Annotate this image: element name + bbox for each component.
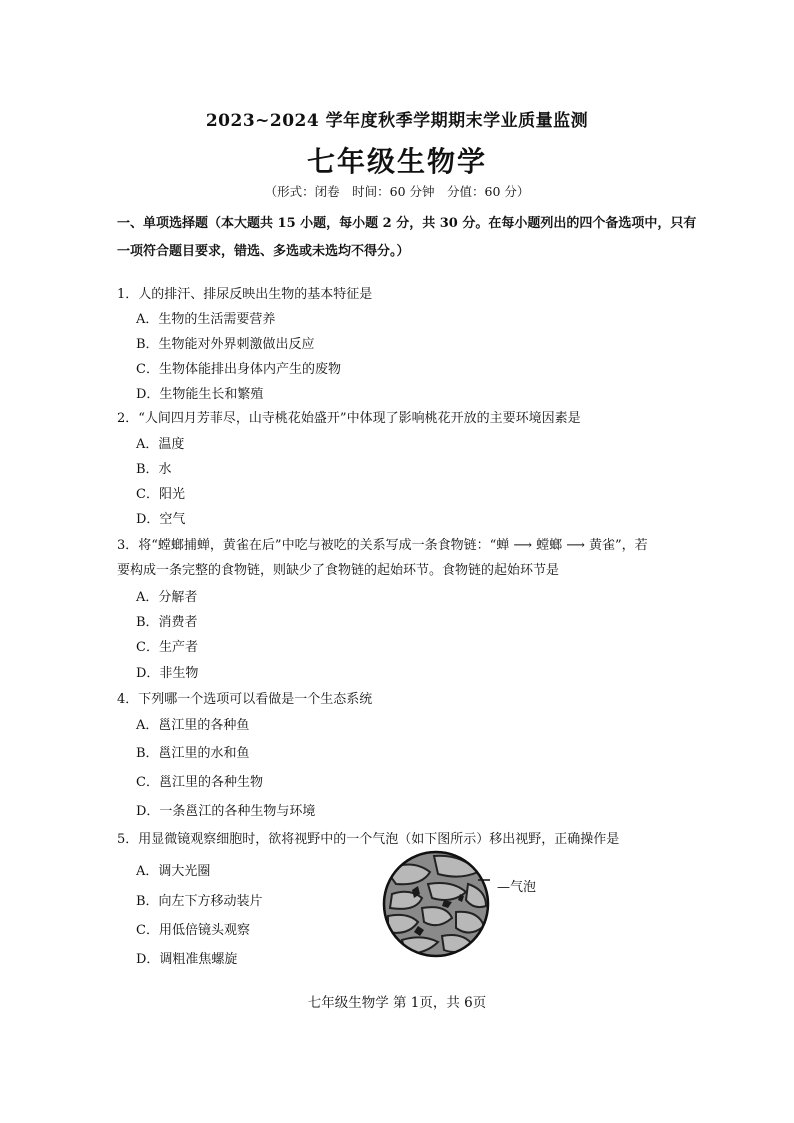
exam-title: 2023~2024 学年度秋季学期期末学业质量监测: [205, 111, 589, 131]
question-1-option-c: C．生物体能排出身体内产生的废物: [136, 362, 341, 377]
bubble-label: —气泡: [497, 880, 537, 895]
question-1-option-d: D．生物能生长和繁殖: [136, 387, 264, 402]
question-3-option-c: C．生产者: [136, 640, 198, 655]
question-1-option-a: A．生物的生活需要营养: [136, 312, 276, 327]
question-2-option-c: C．阳光: [136, 487, 185, 502]
question-2-option-d: D．空气: [136, 512, 186, 527]
question-4-option-a: A．邕江里的各种鱼: [136, 718, 250, 733]
question-2-option-a: A．温度: [136, 437, 185, 452]
question-4-stem: 4．下列哪一个选项可以看做是一个生态系统: [117, 692, 373, 707]
question-5-option-a: A．调大光圈: [136, 864, 211, 879]
question-1-option-b: B．生物能对外界刺激做出反应: [136, 337, 315, 352]
subject-title: 七年级生物学: [306, 145, 487, 178]
question-3-stem-line-1: 3．将“螳螂捕蝉，黄雀在后”中吃与被吃的关系写成一条食物链：“蝉 ⟶ 螳螂 ⟶ 黄雀”，若: [117, 538, 648, 553]
question-1-stem: 1．人的排汗、排尿反映出生物的基本特征是: [117, 287, 373, 302]
question-3-stem-line-2: 要构成一条完整的食物链，则缺少了食物链的起始环节。食物链的起始环节是: [117, 563, 560, 578]
page-footer: 七年级生物学 第 1页，共 6页: [307, 995, 487, 1011]
section-instructions-line-1: 一、单项选择题（本大题共 15 小题，每小题 2 分，共 30 分。在每小题列出的四个备选项中，只有: [117, 216, 697, 231]
section-instructions-line-2: 一项符合题目要求，错选、多选或未选均不得分。）: [117, 244, 410, 259]
question-2-stem: 2．“人间四月芳菲尽，山寺桃花始盛开”中体现了影响桃花开放的主要环境因素是: [117, 411, 581, 426]
question-4-option-b: B．邕江里的水和鱼: [136, 746, 250, 761]
exam-info: （形式：闭卷 时间：60 分钟 分值：60 分）: [264, 184, 530, 199]
question-2-option-b: B．水: [136, 462, 172, 477]
question-3-option-a: A．分解者: [136, 590, 198, 605]
microscope-field-figure: [382, 850, 490, 958]
question-4-option-d: D．一条邕江的各种生物与环境: [136, 804, 316, 819]
question-3-option-b: B．消费者: [136, 615, 198, 630]
question-3-option-d: D．非生物: [136, 666, 199, 681]
question-4-option-c: C．邕江里的各种生物: [136, 775, 263, 790]
question-5-stem: 5．用显微镜观察细胞时，欲将视野中的一个气泡（如下图所示）移出视野，正确操作是: [117, 832, 620, 847]
question-5-option-d: D．调粗准焦螺旋: [136, 952, 238, 967]
question-5-option-b: B．向左下方移动装片: [136, 894, 263, 909]
question-5-option-c: C．用低倍镜头观察: [136, 923, 250, 938]
